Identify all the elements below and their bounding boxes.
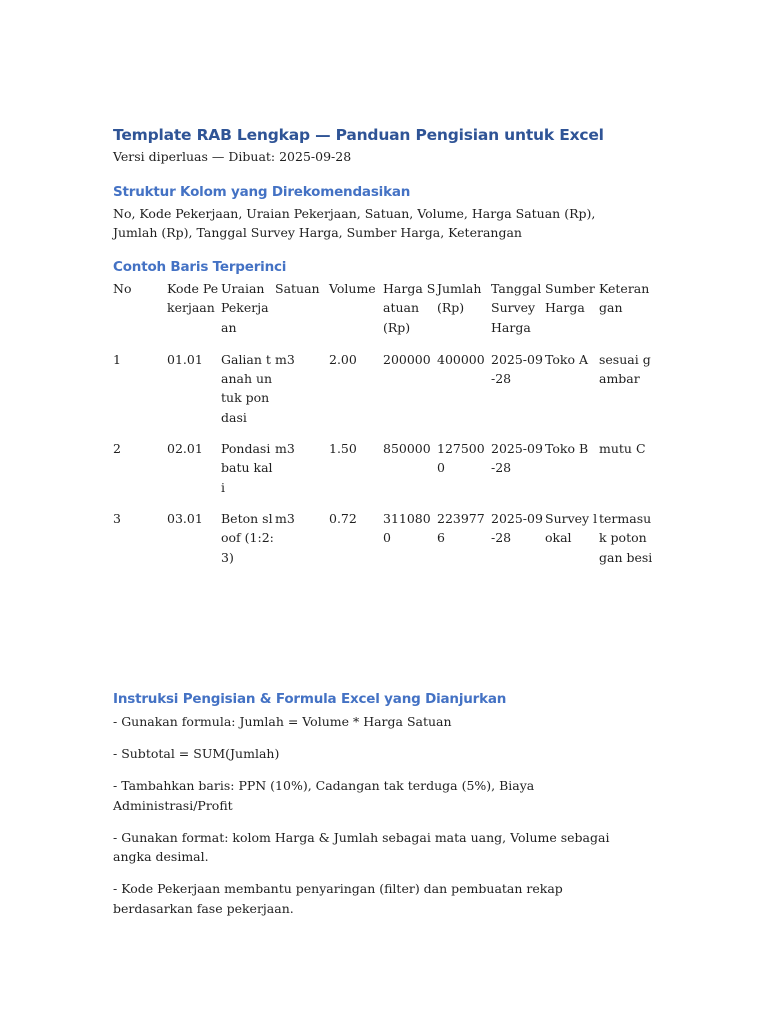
table-cell: Survey lokal <box>545 510 598 546</box>
column-header: Harga Satuan (Rp) <box>383 281 436 335</box>
contoh-table <box>113 279 653 579</box>
column-header: Uraian Pekerjaan <box>221 281 269 335</box>
column-header: Kode Pekerjaan <box>167 281 219 316</box>
table-cell: 2025-09-28 <box>491 441 543 476</box>
table-cell: Beton sloof (1:2:3) <box>221 510 274 565</box>
column-header: Satuan <box>275 281 320 296</box>
table-cell: m3 <box>275 510 295 526</box>
table-cell: 400000 <box>437 351 485 367</box>
table-cell: mutu C <box>599 441 646 457</box>
instruksi-item: - Tambahkan baris: PPN (10%), Cadangan tak terduga (5%), Biaya Administrasi/Profit <box>113 778 535 813</box>
table-cell: 200000 <box>383 351 431 367</box>
column-header: Jumlah (Rp) <box>437 281 482 316</box>
column-header: Sumber Harga <box>545 281 595 316</box>
column-header: Keterangan <box>599 281 650 316</box>
table-cell: sesuai gambar <box>599 351 651 387</box>
table-cell: 3 <box>113 510 121 526</box>
table-cell: 1275000 <box>437 441 485 476</box>
document-subtitle: Versi diperluas — Dibuat: 2025-09-28 <box>113 149 352 164</box>
table-cell: 2.00 <box>329 351 357 367</box>
table-cell: m3 <box>275 441 295 457</box>
table-cell: Galian tanah untuk pondasi <box>221 351 273 425</box>
table-header-row <box>113 279 653 350</box>
column-header: No <box>113 281 132 296</box>
table-cell: 850000 <box>383 441 431 457</box>
table-cell: 2 <box>113 441 121 457</box>
instruksi-item: - Gunakan formula: Jumlah = Volume * Harga Satuan <box>113 714 452 729</box>
struktur-heading: Struktur Kolom yang Direkomendasikan <box>113 184 411 200</box>
instruksi-item: - Gunakan format: kolom Harga & Jumlah sebagai mata uang, Volume sebagai angka desimal. <box>113 829 610 864</box>
instruksi-list <box>113 712 643 931</box>
instruksi-heading: Instruksi Pengisian & Formula Excel yang Dianjurkan <box>113 691 507 707</box>
table-cell: 3110800 <box>383 510 431 546</box>
document-page <box>113 124 653 916</box>
table-cell: 1.50 <box>329 441 357 457</box>
table-cell: 03.01 <box>167 510 203 526</box>
table-cell: termasuk potongan besi <box>599 510 653 565</box>
table-cell: m3 <box>275 351 295 367</box>
table-cell: Toko A <box>545 351 588 367</box>
table-row <box>113 439 653 509</box>
table-cell: 2025-09-28 <box>491 351 543 387</box>
table-cell: 2025-09-28 <box>491 510 543 546</box>
contoh-heading: Contoh Baris Terperinci <box>113 259 287 275</box>
table-cell: 1 <box>113 351 121 367</box>
table-cell: 2239776 <box>437 510 485 546</box>
instruksi-item: - Kode Pekerjaan membantu penyaringan (filter) dan pembuatan rekap berdasarkan fase pekerjaan. <box>113 881 563 916</box>
table-row <box>113 509 653 579</box>
table-cell: 01.01 <box>167 351 203 367</box>
instruksi-item: - Subtotal = SUM(Jumlah) <box>113 746 280 761</box>
struktur-text: No, Kode Pekerjaan, Uraian Pekerjaan, Satuan, Volume, Harga Satuan (Rp), Jumlah (Rp), Tanggal Survey Harga, Sumber Harga, Keterangan <box>113 206 596 240</box>
column-header: Tanggal Survey Harga <box>491 281 542 335</box>
table-cell: 0.72 <box>329 510 357 526</box>
document-title: Template RAB Lengkap — Panduan Pengisian untuk Excel <box>113 126 604 144</box>
table-cell: Pondasi batu kali <box>221 441 273 495</box>
table-cell: Toko B <box>545 441 589 457</box>
table-cell: 02.01 <box>167 441 203 457</box>
table-row <box>113 350 653 439</box>
column-header: Volume <box>329 281 376 296</box>
